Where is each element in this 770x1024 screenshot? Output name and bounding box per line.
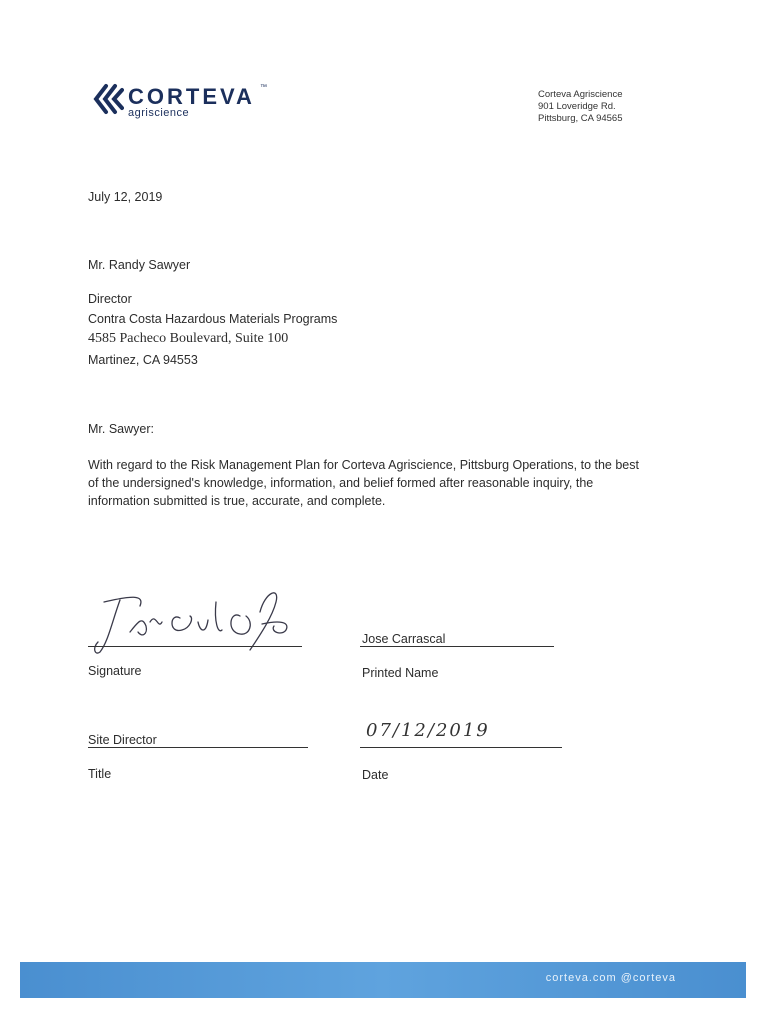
title-line bbox=[88, 747, 308, 748]
recipient-org: Contra Costa Hazardous Materials Programs bbox=[88, 312, 338, 326]
title-label: Title bbox=[88, 767, 112, 781]
printed-name-value: Jose Carrascal bbox=[362, 632, 446, 646]
salutation: Mr. Sawyer: bbox=[88, 422, 154, 436]
printed-name-label: Printed Name bbox=[362, 666, 439, 680]
logo-trademark: ™ bbox=[260, 84, 267, 91]
date-line bbox=[360, 747, 562, 748]
footer-band bbox=[20, 962, 746, 998]
signature-line bbox=[88, 646, 302, 647]
printed-name-line bbox=[360, 646, 554, 647]
title-value: Site Director bbox=[88, 733, 157, 747]
letter-date: July 12, 2019 bbox=[88, 190, 163, 204]
date-label: Date bbox=[362, 768, 389, 782]
sender-address bbox=[538, 89, 623, 125]
signature-label: Signature bbox=[88, 664, 142, 678]
logo-wordmark: CORTEVA bbox=[128, 84, 255, 109]
recipient-city: Martinez, CA 94553 bbox=[88, 353, 198, 367]
recipient-street: 4585 Pacheco Boulevard, Suite 100 bbox=[88, 331, 289, 346]
corteva-logo bbox=[88, 80, 278, 124]
sender-address-line: Pittsburg, CA 94565 bbox=[538, 113, 623, 124]
handwritten-date: 07/12/2019 bbox=[366, 720, 490, 741]
footer-text: corteva.com @corteva bbox=[545, 972, 676, 984]
recipient-title: Director bbox=[88, 292, 132, 306]
sender-address-line: 901 Loveridge Rd. bbox=[538, 101, 616, 112]
logo-subtitle: agriscience bbox=[128, 107, 190, 119]
letter-body: With regard to the Risk Management Plan for Corteva Agriscience, Pittsburg Operations, to the best of the undersigned's knowledge, information, and belief formed after reasonable inquiry, the information submitted is true, accurate, and complete. bbox=[88, 458, 639, 508]
recipient-name: Mr. Randy Sawyer bbox=[88, 258, 191, 272]
corteva-logo-mark-icon bbox=[88, 82, 124, 116]
sender-address-line: Corteva Agriscience bbox=[538, 89, 623, 100]
